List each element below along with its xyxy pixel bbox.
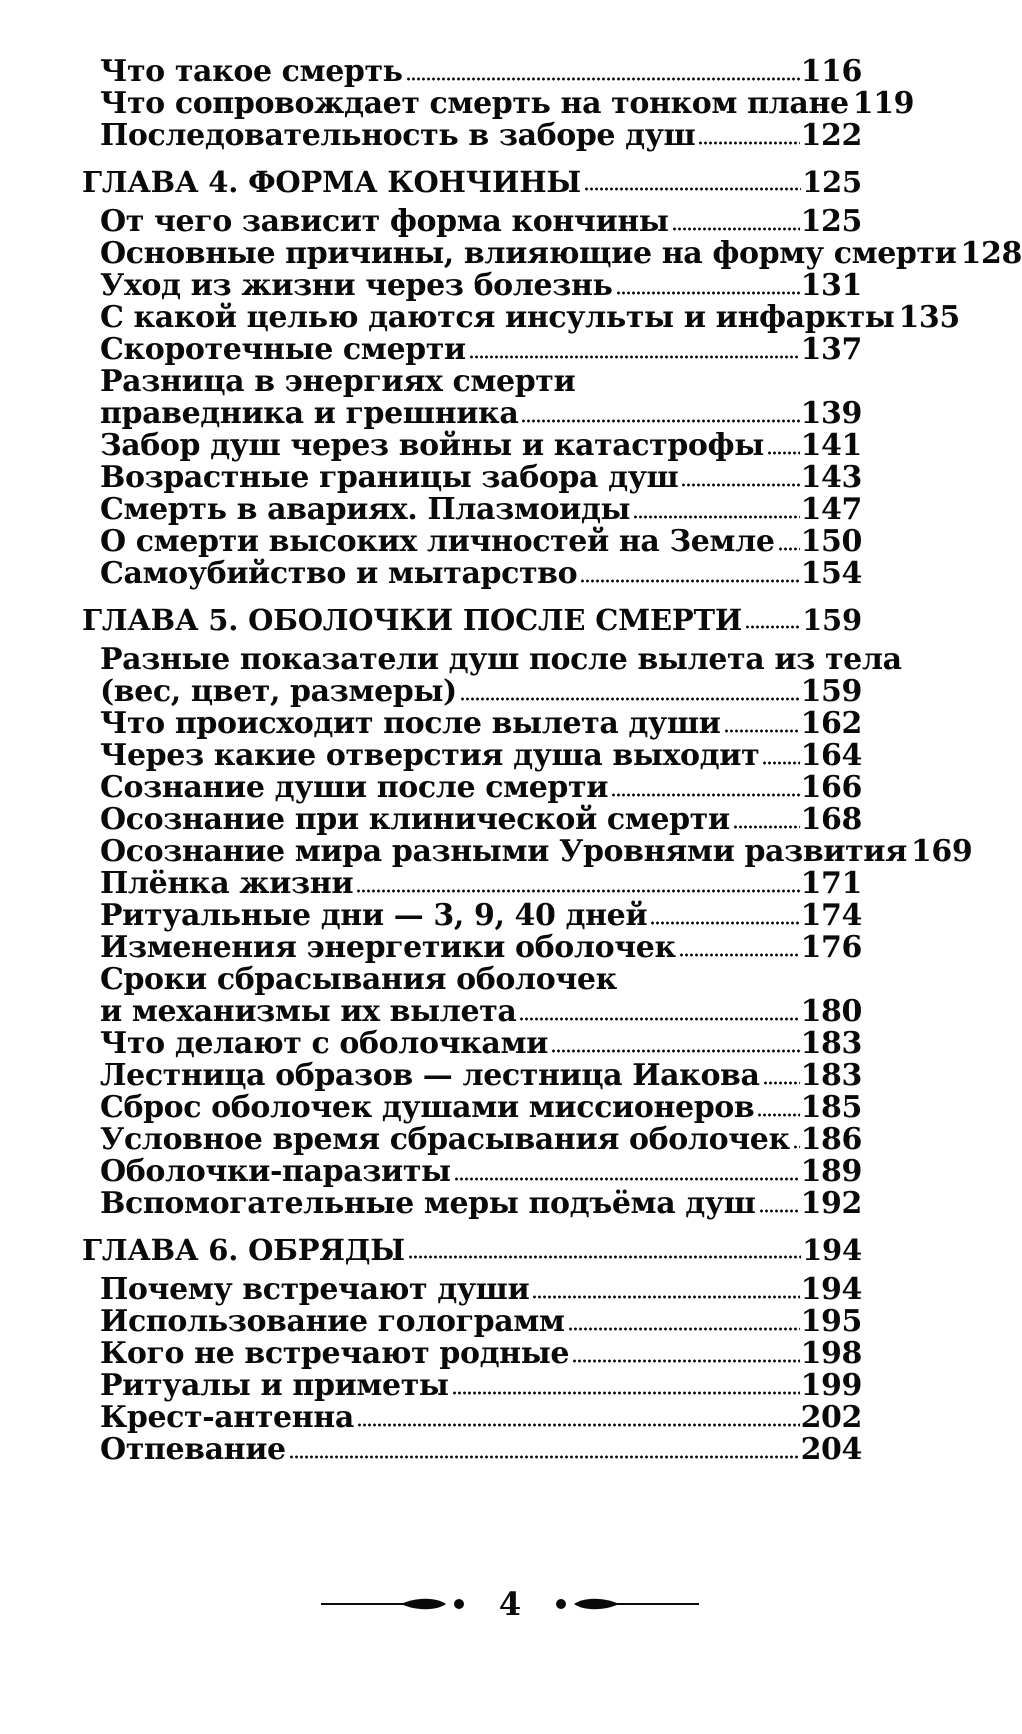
- toc-entry-title: Осознание при клинической смерти: [100, 802, 730, 837]
- toc-entry[interactable]: [100, 300, 960, 336]
- toc-entry[interactable]: [100, 524, 862, 560]
- toc-entry[interactable]: [100, 204, 862, 240]
- dot-leader: [406, 77, 800, 81]
- toc-entry-title: Осознание мира разными Уровнями развития: [100, 834, 907, 869]
- toc-entry-title: Забор душ через войны и катастрофы: [100, 428, 764, 463]
- toc-entry[interactable]: [100, 866, 862, 902]
- toc-entry-continued[interactable]: [100, 364, 862, 400]
- dot-leader: [568, 1327, 800, 1331]
- toc-entry-title: Сроки сбрасывания оболочек: [100, 962, 617, 997]
- dot-leader: [532, 1295, 799, 1299]
- toc-entry-title: Последовательность в заборе душ: [100, 118, 696, 153]
- toc-entry[interactable]: [100, 1154, 862, 1190]
- toc-entry-title: Крест-антенна: [100, 1400, 354, 1435]
- toc-entry-page: 116: [800, 54, 862, 89]
- dot-leader: [672, 227, 800, 231]
- toc-entry-page: 185: [800, 1090, 862, 1125]
- chapter-heading-6[interactable]: [82, 1232, 862, 1268]
- toc-entry-page: 202: [800, 1400, 862, 1435]
- dot-leader: [778, 547, 800, 551]
- toc-entry-page: 180: [800, 994, 862, 1029]
- toc-entry-title: Возрастные границы забора душ: [100, 460, 679, 495]
- page-number: 4: [498, 1585, 522, 1623]
- toc-entry-page: 186: [800, 1122, 862, 1157]
- toc-entry-page: 194: [800, 1272, 862, 1307]
- toc-entry[interactable]: [100, 834, 973, 870]
- dot-leader: [521, 419, 799, 423]
- toc-entry-title: Вспомогательные меры подъёма душ: [100, 1186, 756, 1221]
- toc-entry-title: Почему встречают души: [100, 1272, 530, 1307]
- toc-entry-page: 135: [898, 300, 960, 335]
- toc-entry-title: Условное время сбрасывания оболочек: [100, 1122, 790, 1157]
- toc-entry[interactable]: [100, 898, 862, 934]
- toc-entry-title: Ритуалы и приметы: [100, 1368, 449, 1403]
- toc-entry-page: 195: [800, 1304, 862, 1339]
- dot-leader: [793, 1145, 800, 1149]
- toc-entry-title: Изменения энергетики оболочек: [100, 930, 676, 965]
- toc-entry[interactable]: [100, 802, 862, 838]
- toc-entry[interactable]: [100, 1058, 862, 1094]
- toc-entry[interactable]: [100, 396, 862, 432]
- toc-entry-page: 183: [800, 1026, 862, 1061]
- toc-entry-page: 125: [800, 204, 862, 239]
- toc-entry-page: 199: [800, 1368, 862, 1403]
- dot-leader: [767, 451, 800, 455]
- toc-entry-title: Основные причины, влияющие на форму смерти: [100, 236, 957, 271]
- toc-entry-page: 174: [800, 898, 862, 933]
- toc-entry-title: Кого не встречают родные: [100, 1336, 570, 1371]
- chapter-page: 125: [802, 165, 862, 199]
- toc-entry-title: С какой целью даются инсульты и инфаркты: [100, 300, 895, 335]
- toc-entry-page: 141: [800, 428, 862, 463]
- toc-entry-page: 198: [800, 1336, 862, 1371]
- toc-entry-continued[interactable]: [100, 642, 902, 678]
- toc-entry-title: Что делают с оболочками: [100, 1026, 548, 1061]
- toc-entry[interactable]: [100, 1400, 862, 1436]
- dot-leader: [408, 1255, 801, 1259]
- toc-entry-page: 119: [852, 86, 915, 121]
- page-footer: [300, 1584, 720, 1624]
- dot-leader: [762, 761, 799, 765]
- chapter-heading-4[interactable]: [82, 164, 862, 200]
- toc-entry[interactable]: [100, 1432, 862, 1468]
- dot-leader: [745, 625, 801, 629]
- dot-leader: [733, 825, 800, 829]
- toc-entry-title: Ритуальные дни — 3, 9, 40 дней: [100, 898, 648, 933]
- toc-entry[interactable]: [100, 332, 862, 368]
- toc-entry-title: Сознание души после смерти: [100, 770, 609, 805]
- toc-entry-page: 150: [800, 524, 862, 559]
- toc-entry[interactable]: [100, 556, 862, 592]
- toc-entry-title: Оболочки-паразиты: [100, 1154, 451, 1189]
- toc-entry[interactable]: [100, 1026, 862, 1062]
- left-ornament-icon: [321, 1594, 471, 1614]
- toc-entry[interactable]: [100, 1186, 862, 1222]
- dot-leader: [460, 697, 800, 701]
- dot-leader: [584, 187, 801, 191]
- chapter-title: ГЛАВА 5. ОБОЛОЧКИ ПОСЛЕ СМЕРТИ: [82, 603, 743, 637]
- toc-entry[interactable]: [100, 770, 862, 806]
- toc-entry-title: Смерть в авариях. Плазмоиды: [100, 492, 631, 527]
- toc-entry[interactable]: [100, 428, 862, 464]
- dot-leader: [763, 1081, 800, 1085]
- chapter-page: 194: [802, 1233, 862, 1267]
- toc-entry-page: 137: [800, 332, 862, 367]
- toc-entry[interactable]: [100, 54, 862, 90]
- toc-entry-page: 139: [800, 396, 862, 431]
- toc-entry-title: Разные показатели душ после вылета из тела: [100, 642, 902, 677]
- chapter-page: 159: [802, 603, 862, 637]
- dot-leader: [757, 1113, 799, 1117]
- dot-leader: [551, 1049, 800, 1053]
- toc-entry-page: 168: [800, 802, 862, 837]
- toc-entry-title: Сброс оболочек душами миссионеров: [100, 1090, 755, 1125]
- toc-entry[interactable]: [100, 86, 915, 122]
- toc-entry[interactable]: [100, 118, 862, 154]
- dot-leader: [724, 729, 800, 733]
- toc-entry-page: 122: [800, 118, 862, 153]
- toc-entry[interactable]: [100, 268, 862, 304]
- toc-entry[interactable]: [100, 236, 1022, 272]
- toc-entry-title: Что сопровождает смерть на тонком плане: [100, 86, 849, 121]
- dot-leader: [519, 1017, 799, 1021]
- toc-entry[interactable]: [100, 1304, 862, 1340]
- toc-entry-page: 176: [800, 930, 862, 965]
- toc-entry-title: Отпевание: [100, 1432, 286, 1467]
- dot-leader: [698, 141, 799, 145]
- dot-leader: [616, 291, 800, 295]
- dot-leader: [681, 483, 799, 487]
- toc-entry-page: 164: [800, 738, 862, 773]
- dot-leader: [759, 1209, 800, 1213]
- toc-entry-page: 169: [910, 834, 973, 869]
- toc-entry[interactable]: [100, 492, 862, 528]
- dot-leader: [633, 515, 799, 519]
- toc-entry-page: 143: [800, 460, 862, 495]
- toc-entry-page: 171: [800, 866, 862, 901]
- toc-entry-continued[interactable]: [100, 962, 862, 998]
- toc-entry-title: Разница в энергиях смерти: [100, 364, 576, 399]
- toc-entry-title: Через какие отверстия душа выходит: [100, 738, 760, 773]
- toc-entry[interactable]: [100, 460, 862, 496]
- toc-entry-title: Что такое смерть: [100, 54, 403, 89]
- toc-entry-page: 166: [800, 770, 862, 805]
- toc-entry[interactable]: [100, 1122, 862, 1158]
- chapter-title: ГЛАВА 6. ОБРЯДЫ: [82, 1233, 405, 1267]
- toc-entry-page: 128: [960, 236, 1022, 271]
- dot-leader: [580, 579, 799, 583]
- toc-entry[interactable]: [100, 1272, 862, 1308]
- toc-entry-page: 154: [800, 556, 862, 591]
- toc-entry-title: Что происходит после вылета души: [100, 706, 721, 741]
- toc-entry[interactable]: [100, 738, 862, 774]
- toc-entry-page: 131: [800, 268, 862, 303]
- dot-leader: [356, 889, 799, 893]
- dot-leader: [357, 1423, 800, 1427]
- toc-entry-title: Лестница образов — лестница Иакова: [100, 1058, 760, 1093]
- toc-entry-page: 162: [800, 706, 862, 741]
- toc-entry-title: О смерти высоких личностей на Земле: [100, 524, 775, 559]
- toc-entry[interactable]: [100, 674, 862, 710]
- dot-leader: [679, 953, 800, 957]
- toc-entry-page: 159: [800, 674, 862, 709]
- toc-entry-title: (вес, цвет, размеры): [100, 674, 457, 709]
- toc-entry[interactable]: [100, 994, 862, 1030]
- toc-entry-title: Самоубийство и мытарство: [100, 556, 578, 591]
- toc-entry-page: 192: [800, 1186, 862, 1221]
- dot-leader: [452, 1391, 800, 1395]
- toc-entry[interactable]: [100, 1368, 862, 1404]
- toc-entry-title: и механизмы их вылета: [100, 994, 517, 1029]
- toc-entry-title: Уход из жизни через болезнь: [100, 268, 613, 303]
- toc-entry-title: Использование голограмм: [100, 1304, 565, 1339]
- toc-entry-title: праведника и грешника: [100, 396, 519, 431]
- dot-leader: [572, 1359, 799, 1363]
- toc-entry-page: 189: [800, 1154, 862, 1189]
- chapter-heading-5[interactable]: [82, 602, 862, 638]
- dot-leader: [469, 355, 800, 359]
- toc-entry-page: 204: [800, 1432, 862, 1467]
- dot-leader: [454, 1177, 800, 1181]
- chapter-title: ГЛАВА 4. ФОРМА КОНЧИНЫ: [82, 165, 582, 199]
- toc-entry-title: От чего зависит форма кончины: [100, 204, 669, 239]
- right-ornament-icon: [549, 1594, 699, 1614]
- toc-entry[interactable]: [100, 1090, 862, 1126]
- dot-leader: [611, 793, 800, 797]
- toc-entry-title: Скоротечные смерти: [100, 332, 466, 367]
- toc-entry-page: 183: [800, 1058, 862, 1093]
- toc-entry-page: 147: [800, 492, 862, 527]
- toc-entry[interactable]: [100, 1336, 862, 1372]
- toc-entry[interactable]: [100, 706, 862, 742]
- toc-entry[interactable]: [100, 930, 862, 966]
- toc-entry-title: Плёнка жизни: [100, 866, 354, 901]
- dot-leader: [650, 921, 799, 925]
- dot-leader: [289, 1455, 800, 1459]
